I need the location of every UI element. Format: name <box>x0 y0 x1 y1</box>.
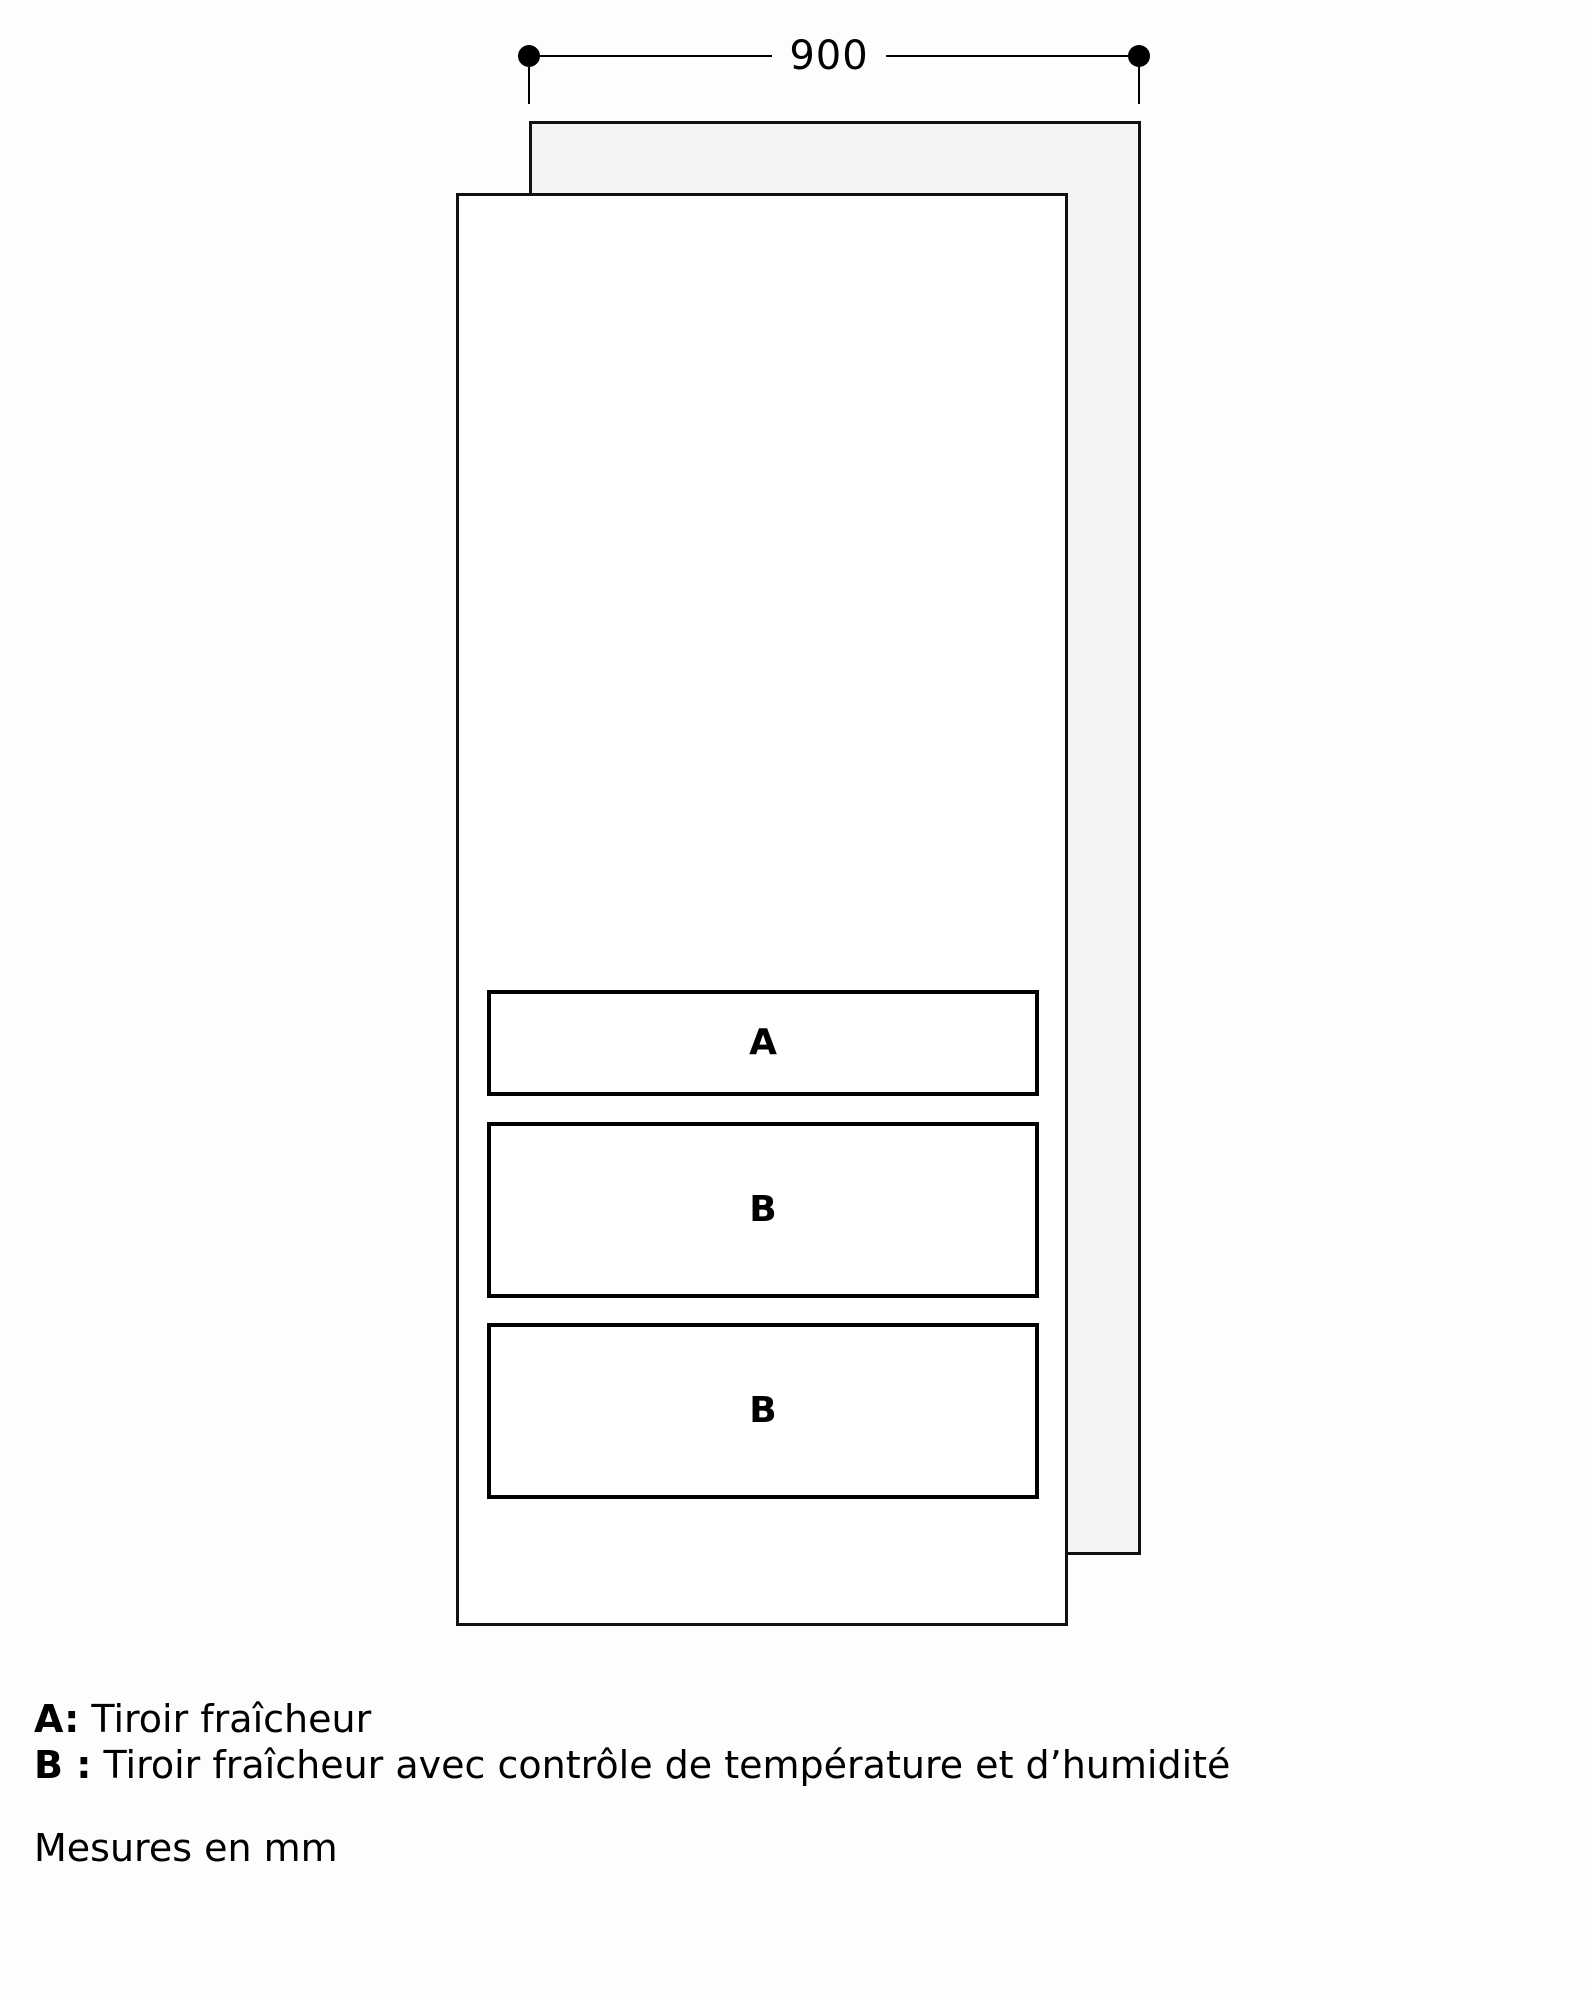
dimension-endpoint-right <box>1128 45 1150 67</box>
drawer-b-lower <box>487 1323 1039 1499</box>
width-dimension-label: 900 <box>789 33 869 79</box>
legend-item-a <box>34 1696 1534 1742</box>
unit-note: Mesures en mm <box>34 1826 338 1870</box>
drawer-b-lower-label: B <box>749 1390 777 1431</box>
legend <box>34 1696 1534 1788</box>
legend-item-b <box>34 1742 1534 1788</box>
drawer-b-upper <box>487 1122 1039 1298</box>
drawer-a <box>487 990 1039 1096</box>
legend-key-a: A: <box>34 1697 80 1741</box>
legend-key-b: B : <box>34 1743 92 1787</box>
drawer-a-label: A <box>749 1022 777 1063</box>
dimension-line-left <box>529 55 772 57</box>
legend-text-b: Tiroir fraîcheur avec contrôle de température et d’humidité <box>103 1743 1231 1787</box>
width-dimension <box>529 30 1139 105</box>
drawer-b-upper-label: B <box>749 1189 777 1230</box>
dimension-line-right <box>886 55 1139 57</box>
legend-text-a: Tiroir fraîcheur <box>91 1697 372 1741</box>
dimension-endpoint-left <box>518 45 540 67</box>
